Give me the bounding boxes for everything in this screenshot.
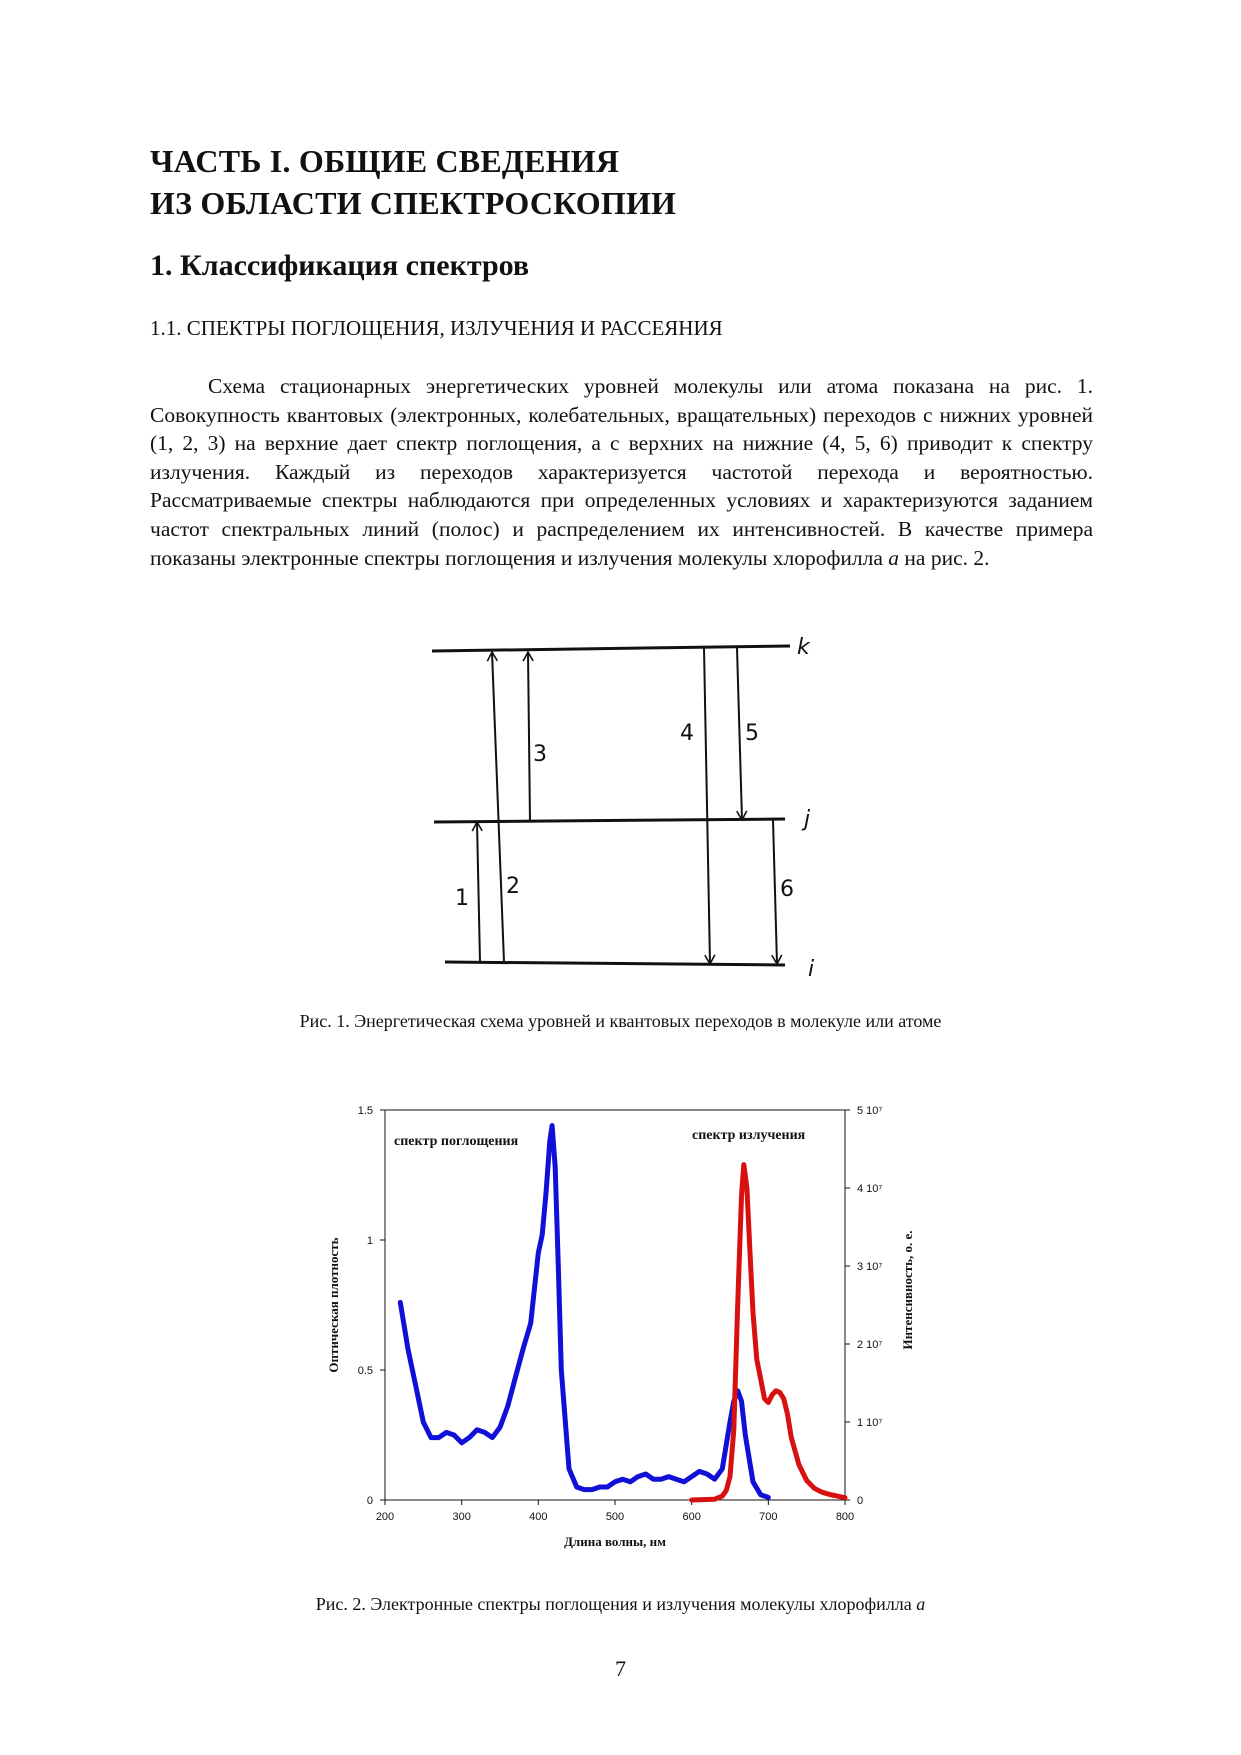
paragraph-text: Схема стационарных энергетических уровней молекулы или атома показана на рис. 1. Совокупность квантовых (электронных, колебательных, вращательных) переходов с нижних уровней (1, 2, 3) на верхние дает спектр поглощения, а с верхних на нижние (4, 5, 6) приводит к спектру излучения. Каждый из переходов характеризуется частотой перехода и вероятностью. Рассматриваемые спектры наблюдаются при определенных условиях и характеризуются заданием частот спектральных линий (полос) и распределением их интенсивностей. В качестве примера показаны электронные спектры поглощения и излучения молекулы хлорофилла bbox=[150, 374, 1093, 570]
figure2-caption bbox=[0, 1592, 1241, 1616]
part-title-line2: ИЗ ОБЛАСТИ СПЕКТРОСКОПИИ bbox=[150, 185, 677, 221]
level-j-label: j bbox=[804, 807, 811, 832]
transition-5-label: 5 bbox=[745, 721, 759, 746]
absorption-spectrum-line bbox=[400, 1126, 768, 1498]
x-tick-label: 200 bbox=[375, 1511, 395, 1523]
y-tick-label: 0.5 bbox=[357, 1365, 373, 1377]
transition-4-label: 4 bbox=[680, 721, 694, 746]
y-axis-label-left: Оптическая плотность bbox=[326, 1237, 341, 1373]
page-number: 7 bbox=[615, 1656, 626, 1681]
x-axis-label: Длина волны, нм bbox=[563, 1534, 667, 1549]
y-tick-label: 1.5 bbox=[357, 1105, 373, 1117]
emission-series-label: спектр излучения bbox=[692, 1128, 806, 1143]
figure2-caption-text: Рис. 2. Электронные спектры поглощения и излучения молекулы хлорофилла bbox=[315, 1594, 917, 1614]
y-axis-label-right: Интенсивность, о. е. bbox=[900, 1230, 915, 1350]
x-tick-label: 300 bbox=[452, 1511, 471, 1523]
x-tick-label: 700 bbox=[759, 1511, 778, 1523]
y-right-tick-label: 2 10⁷ bbox=[857, 1339, 883, 1351]
x-tick-label: 800 bbox=[835, 1511, 855, 1523]
transition-3-label: 3 bbox=[533, 742, 547, 767]
transition-1-label: 1 bbox=[455, 886, 469, 911]
y-right-tick-label: 0 bbox=[857, 1495, 864, 1507]
absorption-series-label: спектр поглощения bbox=[394, 1134, 519, 1149]
y-tick-label: 1 bbox=[366, 1235, 373, 1247]
y-right-tick-label: 1 10⁷ bbox=[857, 1417, 883, 1429]
section-title: 1. Классификация спектров bbox=[150, 249, 530, 282]
y-right-tick-label: 4 10⁷ bbox=[857, 1183, 883, 1195]
subsection-title: 1.1. СПЕКТРЫ ПОГЛОЩЕНИЯ, ИЗЛУЧЕНИЯ И РАССЕЯНИЯ bbox=[150, 316, 723, 340]
paragraph-italic: a bbox=[888, 545, 900, 570]
y-tick-label: 0 bbox=[366, 1495, 373, 1507]
figure1-caption: Рис. 1. Энергетическая схема уровней и квантовых переходов в молекуле или атоме bbox=[299, 1011, 942, 1031]
x-tick-label: 600 bbox=[682, 1511, 701, 1523]
x-tick-label: 500 bbox=[605, 1511, 625, 1523]
level-k-label: k bbox=[797, 635, 810, 660]
emission-spectrum-line bbox=[692, 1165, 845, 1500]
paragraph-tail: на рис. 2. bbox=[899, 545, 990, 570]
part-title-line1: ЧАСТЬ I. ОБЩИЕ СВЕДЕНИЯ bbox=[150, 143, 620, 179]
y-right-tick-label: 5 10⁷ bbox=[857, 1105, 883, 1117]
y-right-tick-label: 3 10⁷ bbox=[857, 1261, 883, 1273]
x-tick-label: 400 bbox=[529, 1511, 548, 1523]
level-i-label: i bbox=[808, 957, 815, 982]
transition-6-label: 6 bbox=[780, 877, 794, 902]
plot-frame bbox=[385, 1110, 845, 1500]
transition-2-label: 2 bbox=[506, 874, 520, 899]
figure2-caption-italic: a bbox=[916, 1594, 926, 1614]
